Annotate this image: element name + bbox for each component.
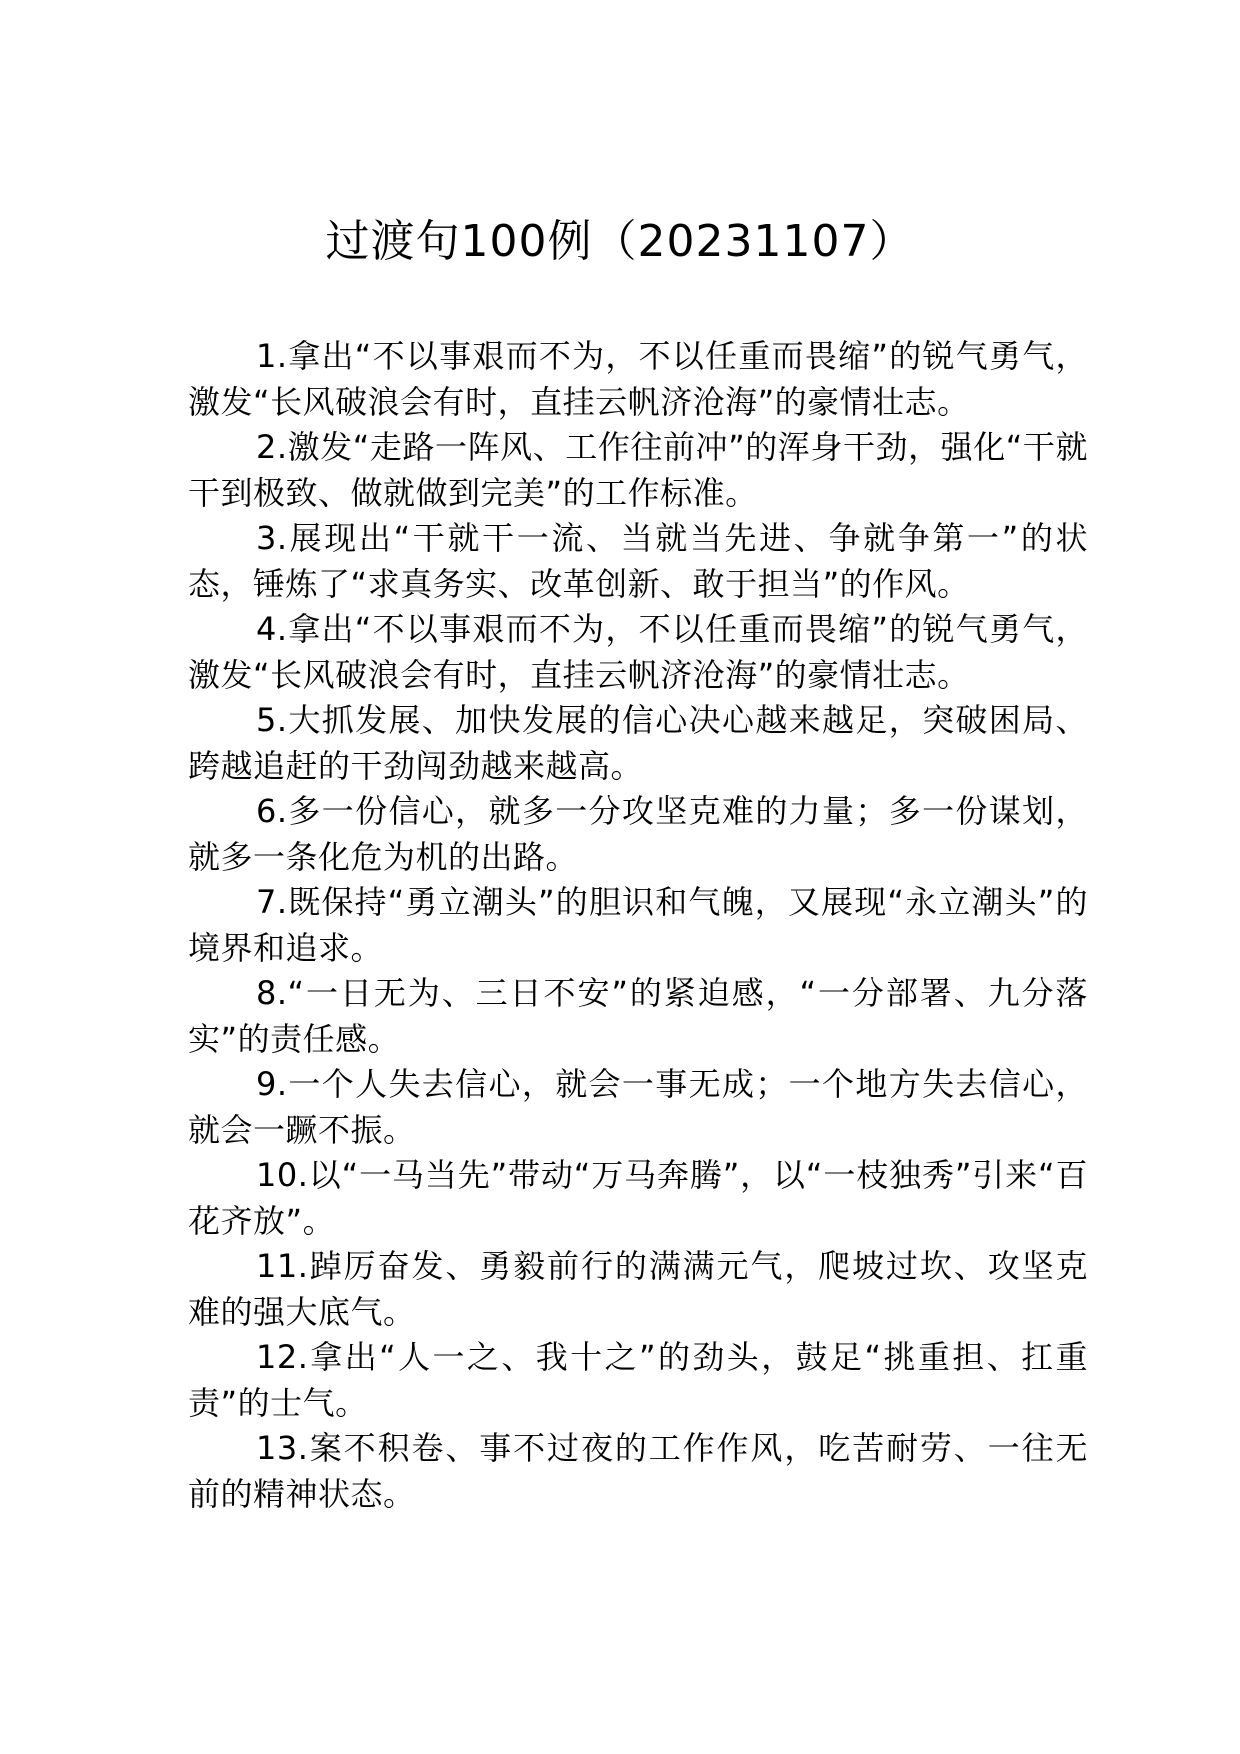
paragraph-3: 3.展现出“干就干一流、当就当先进、争就争第一”的状态，锤炼了“求真务实、改革创新、敢于担当”的作风。 [188, 519, 1088, 603]
paragraph-12: 12.拿出“人一之、我十之”的劲头，鼓足“挑重担、扛重责”的士气。 [188, 1338, 1088, 1422]
paragraph-2: 2.激发“走路一阵风、工作往前冲”的浑身干劲，强化“干就干到极致、做就做到完美”的工作标准。 [188, 428, 1088, 512]
document-title: 过渡句100例（20231107） [325, 216, 915, 267]
paragraph-6: 6.多一份信心，就多一分攻坚克难的力量；多一份谋划，就多一条化危为机的出路。 [188, 792, 1088, 876]
paragraph-1: 1.拿出“不以事艰而不为，不以任重而畏缩”的锐气勇气，激发“长风破浪会有时，直挂云帆济沧海”的豪情壮志。 [188, 337, 1088, 421]
paragraph-13: 13.案不积卷、事不过夜的工作作风，吃苦耐劳、一往无前的精神状态。 [188, 1429, 1088, 1513]
paragraph-7: 7.既保持“勇立潮头”的胆识和气魄，又展现“永立潮头”的境界和追求。 [188, 883, 1088, 967]
paragraph-9: 9.一个人失去信心，就会一事无成；一个地方失去信心，就会一蹶不振。 [188, 1065, 1088, 1149]
paragraph-8: 8.“一日无为、三日不安”的紧迫感，“一分部署、九分落实”的责任感。 [188, 974, 1088, 1058]
document-body [188, 334, 1088, 1517]
paragraph-4: 4.拿出“不以事艰而不为，不以任重而畏缩”的锐气勇气，激发“长风破浪会有时，直挂云帆济沧海”的豪情壮志。 [188, 610, 1088, 694]
paragraph-11: 11.踔厉奋发、勇毅前行的满满元气，爬坡过坎、攻坚克难的强大底气。 [188, 1247, 1088, 1331]
paragraph-5: 5.大抓发展、加快发展的信心决心越来越足，突破困局、跨越追赶的干劲闯劲越来越高。 [188, 701, 1088, 785]
paragraph-10: 10.以“一马当先”带动“万马奔腾”，以“一枝独秀”引来“百花齐放”。 [188, 1156, 1088, 1240]
